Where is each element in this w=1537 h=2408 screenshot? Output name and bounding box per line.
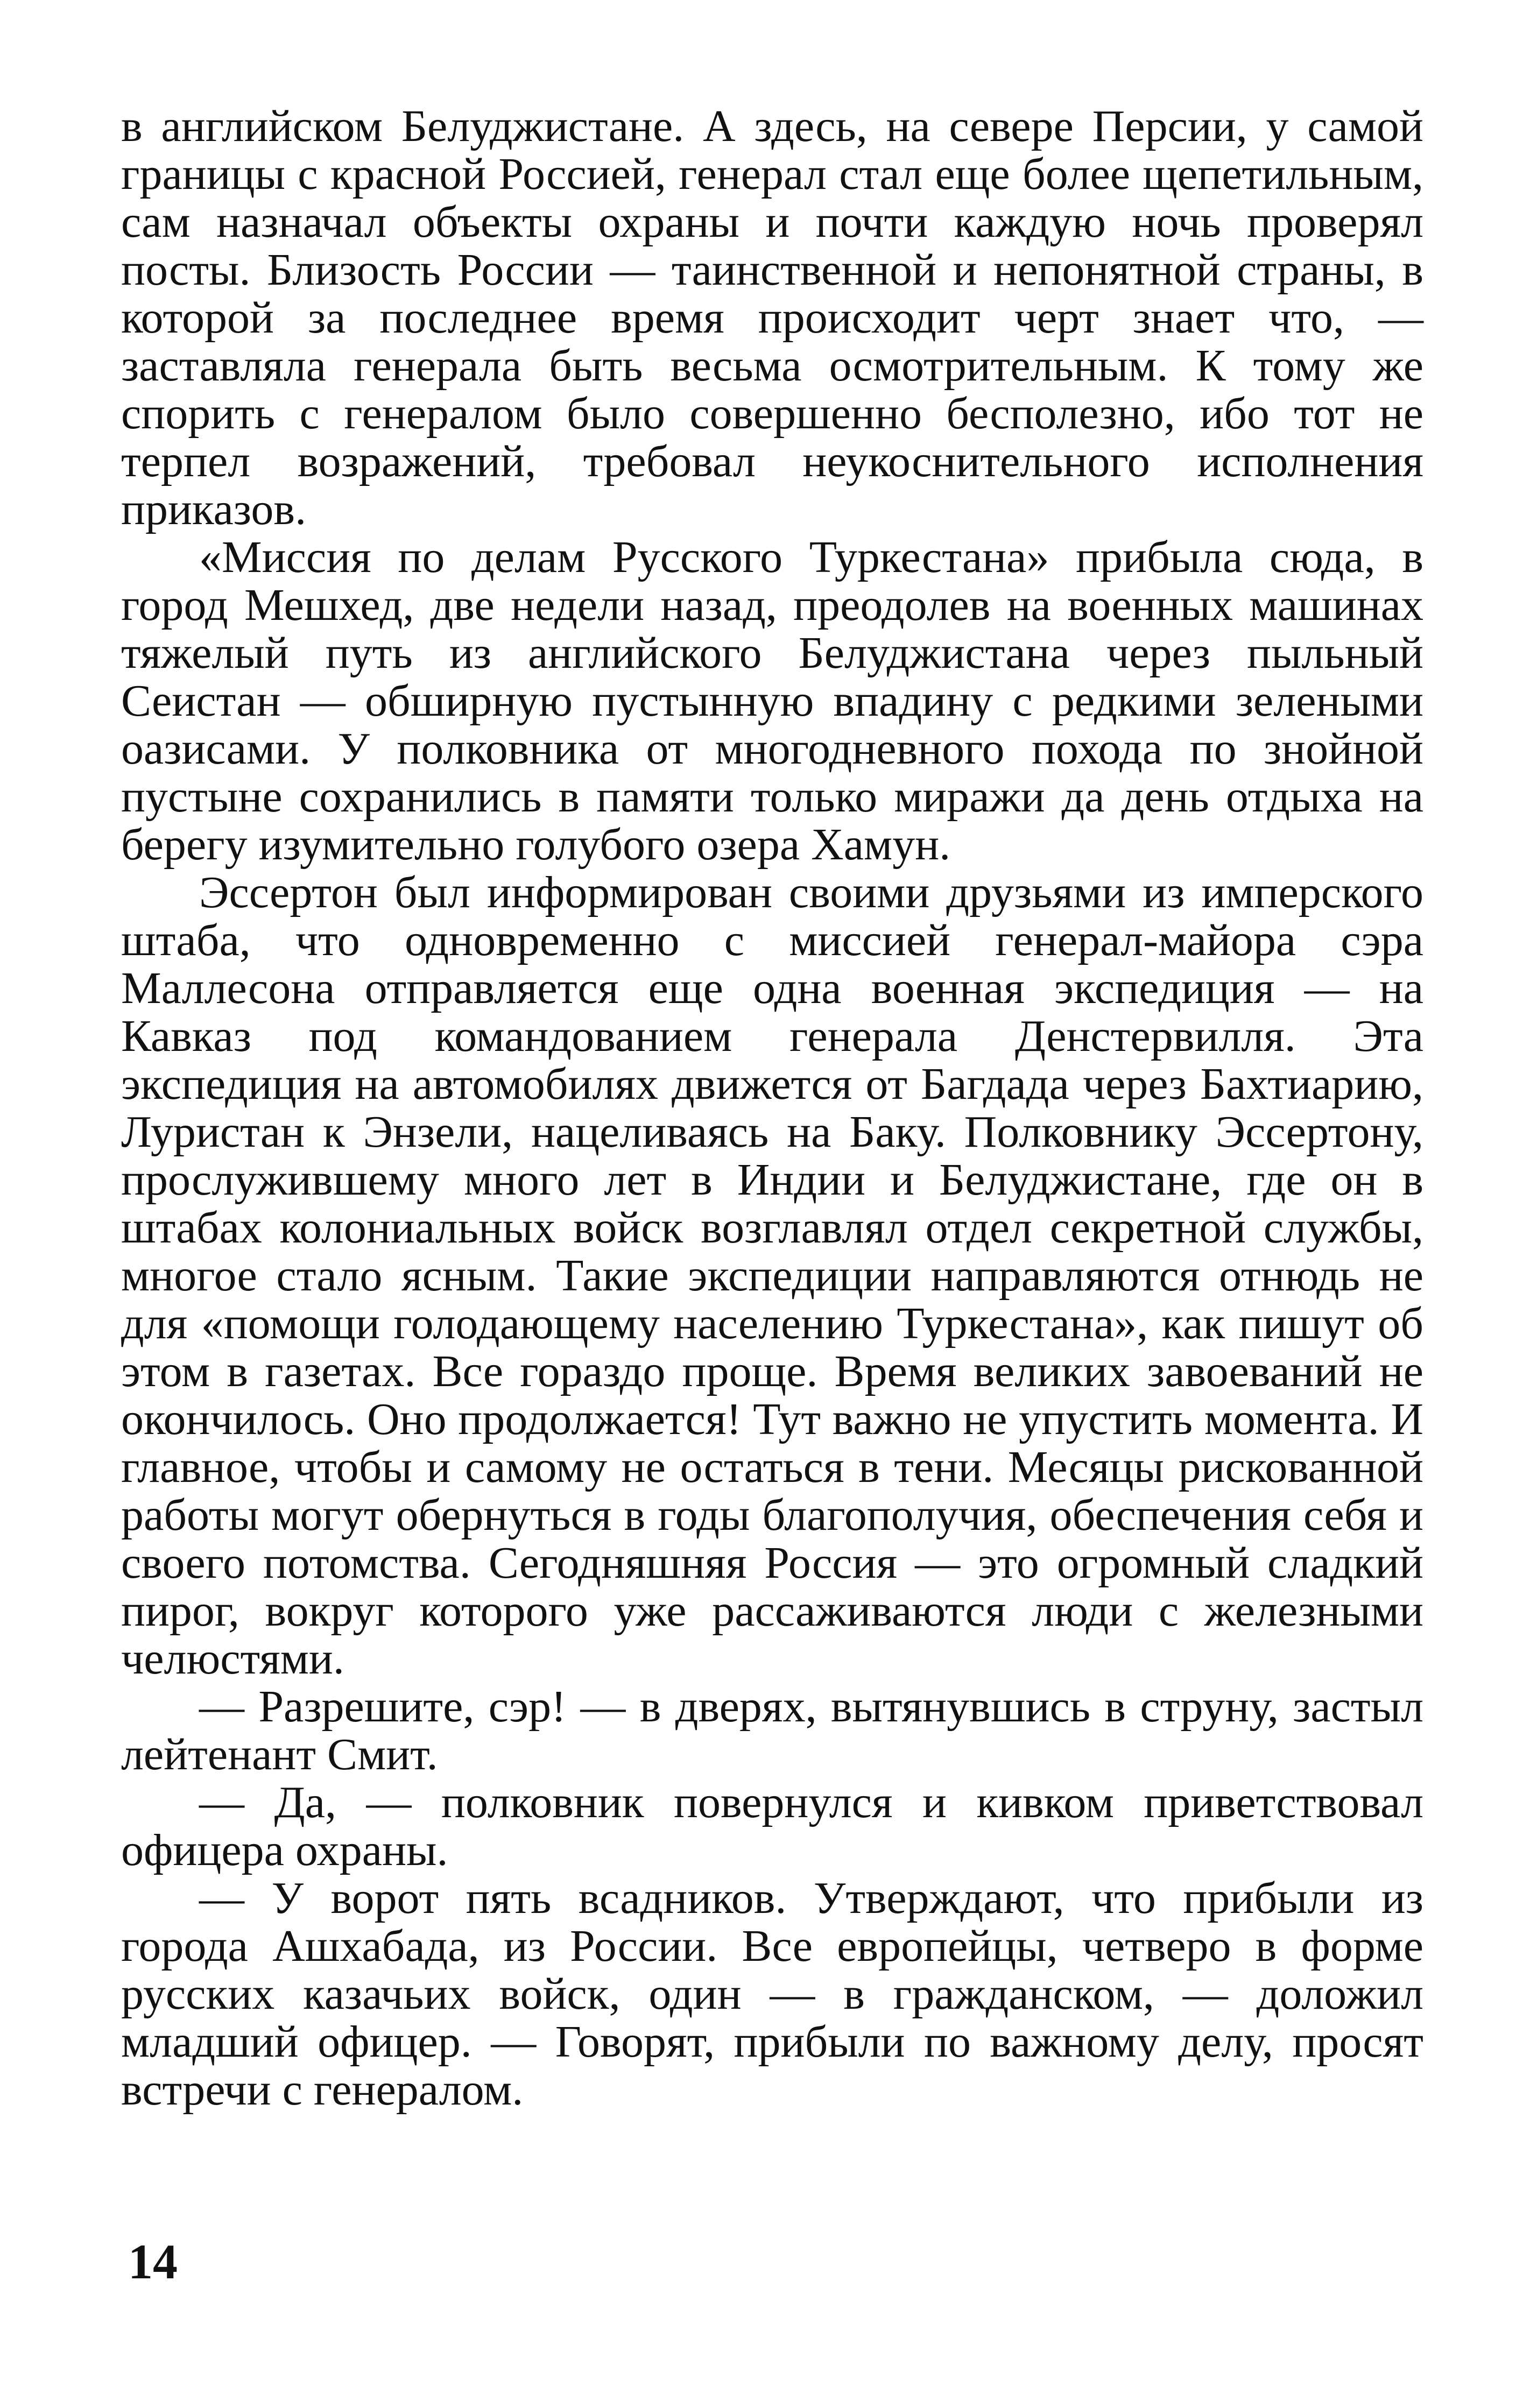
paragraph-esserton: Эссертон был информирован своими друзьями из имперского штаба, что одновременно с миссией генерал-майора сэра Маллесона отправляется еще одна военная экспедиция — на Кавказ под командованием генерала Денстервилля. Эта экспедиция на автомобилях движется от Багдада через Бахтиарию, Луристан к Энзели, нацеливаясь на Баку. Полковнику Эссертону, прослужившему много лет в Индии и Белуджистане, где он в штабах колониальных войск возглавлял отдел секретной службы, многое стало ясным. Такие экспедиции направляются отнюдь не для «помощи голодающему населению Туркестана», как пишут об этом в газетах. Все гораздо проще. Время великих завоеваний не окончилось. Оно продолжается! Тут важно не упустить момента. И главное, чтобы и самому не остаться в тени. Месяцы рискованной работы могут обернуться в годы благополучия, обеспечения себя и своего потомства. Сегодняшняя Россия — это огромный сладкий пирог, вокруг которого уже рассаживаются люди с железными челюстями. — [121, 867, 1423, 1684]
dialogue-line-smith: — Разрешите, сэр! — в дверях, вытянувшись в струну, застыл лейтенант Смит. — [121, 1682, 1423, 1779]
paragraph-mission: «Миссия по делам Русского Туркестана» прибыла сюда, в город Мешхед, две недели назад, преодолев на военных машинах тяжелый путь из английского Белуджистана через пыльный Сеистан — обширную пустынную впадину с редкими зелеными оазисами. У полковника от многодневного похода по знойной пустыне сохранились в памяти только миражи да день отдыха на берегу изумительно голубого озера Хамун. — [121, 532, 1423, 870]
paragraph-continuation: в английском Белуджистане. А здесь, на севере Персии, у самой границы с красной Россией, генерал стал еще более щепетильным, сам назначал объекты охраны и почти каждую ночь проверял посты. Близость России — таинственной и непонятной страны, в которой за последнее время происходит черт знает что, — заставляла генерала быть весьма осмотрительным. К тому же спорить с генералом было совершенно бесполезно, ибо тот не терпел возражений, требовал неукоснительного исполнения приказов. — [121, 101, 1423, 534]
page-body — [121, 102, 1423, 2114]
dialogue-line-officer: — У ворот пять всадников. Утверждают, что прибыли из города Ашхабада, из России. Все европейцы, четверо в форме русских казачьих войск, один — в гражданском, — доложил младший офицер. — Говорят, прибыли по важному делу, просят встречи с генералом. — [121, 1873, 1423, 2115]
dialogue-line-colonel: — Да, — полковник повернулся и кивком приветствовал офицера охраны. — [121, 1777, 1423, 1875]
page-number: 14 — [128, 2234, 178, 2289]
